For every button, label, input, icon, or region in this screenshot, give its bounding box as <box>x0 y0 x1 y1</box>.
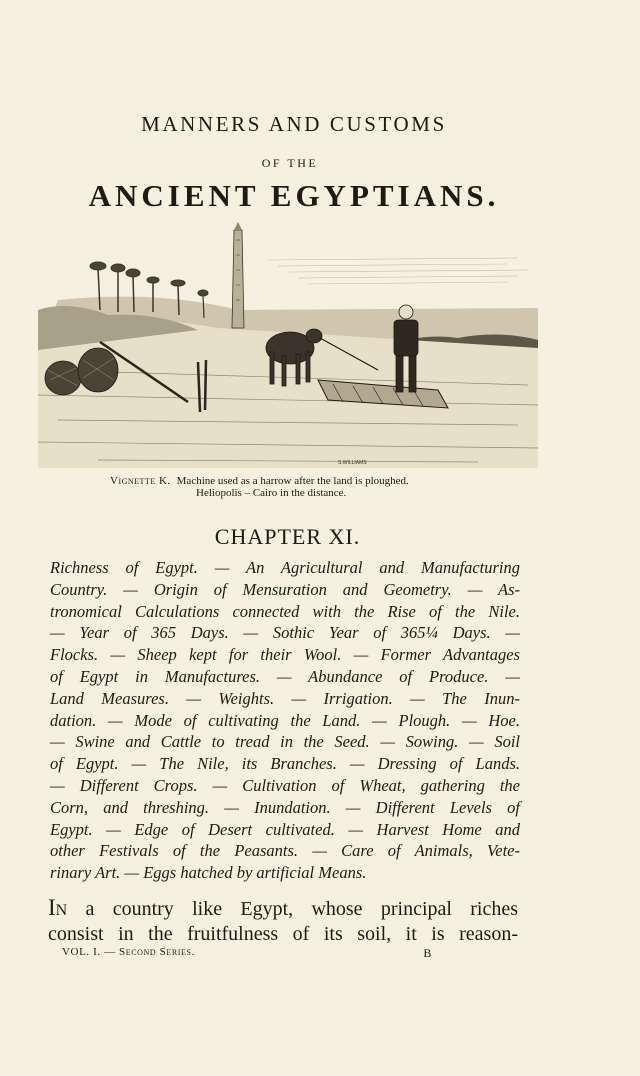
body-paragraph <box>48 895 518 947</box>
vignette-label: Vignette K. <box>110 475 171 487</box>
summary-line: — Swine and Cattle to tread in the Seed. — Sowing. — Soil <box>50 732 520 752</box>
title-line-1: MANNERS AND CUSTOMS <box>141 112 447 136</box>
summary-line: of Egypt in Manufactures. — Abundance of Produce. — <box>50 666 520 686</box>
title-line-3: ANCIENT EGYPTIANS. <box>88 178 500 213</box>
body-line-2: consist in the fruitfulness of its soil, it is reason- <box>48 923 518 945</box>
summary-line: Richness of Egypt. — An Agricultural and Manufacturing <box>50 558 520 577</box>
signature-mark: B <box>423 946 432 960</box>
summary-line: of Egypt. — The Nile, its Branches. — Dressing of Lands. <box>50 754 520 774</box>
summary-line: — Year of 365 Days. — Sothic Year of 365¼ Days. — <box>50 623 520 643</box>
chapter-heading: CHAPTER XI. <box>214 524 361 549</box>
page-footer <box>62 946 432 958</box>
chapter-summary <box>50 557 520 884</box>
summary-line: dation. — Mode of cultivating the Land. — Plough. — Hoe. <box>50 710 520 730</box>
summary-line: rinary Art. — Eggs hatched by artificial Means. <box>50 863 367 883</box>
drop-cap: In <box>48 895 68 920</box>
summary-line: Egypt. — Edge of Desert cultivated. — Harvest Home and <box>50 819 520 839</box>
vignette-caption <box>110 475 470 499</box>
body-line-1 <box>48 895 518 921</box>
summary-line: — Different Crops. — Cultivation of Wheat, gathering the <box>50 775 520 795</box>
engraver-signature: S.WILLIAMS <box>338 460 367 466</box>
vignette-engraving <box>38 220 538 468</box>
summary-line: Corn, and threshing. — Inundation. — Different Levels of <box>50 797 520 817</box>
title-line-2: OF THE <box>261 156 319 170</box>
summary-line: Flocks. — Sheep kept for their Wool. — Former Advantages <box>50 645 520 665</box>
summary-line: tronomical Calculations connected with the Rise of the Nile. <box>50 601 520 621</box>
body-line-1-text: a country like Egypt, whose principal riches <box>67 898 518 920</box>
caption-line-2: Heliopolis – Cairo in the distance. <box>196 487 347 499</box>
volume-label: VOL. I. — Second Series. <box>62 946 195 958</box>
summary-line: Country. — Origin of Mensuration and Geometry. — As- <box>50 579 520 599</box>
caption-line-1: Machine used as a harrow after the land is ploughed. <box>176 475 409 487</box>
summary-line: other Festivals of the Peasants. — Care of Animals, Vete- <box>50 841 520 861</box>
summary-line: Land Measures. — Weights. — Irrigation. — The Inun- <box>50 688 520 708</box>
